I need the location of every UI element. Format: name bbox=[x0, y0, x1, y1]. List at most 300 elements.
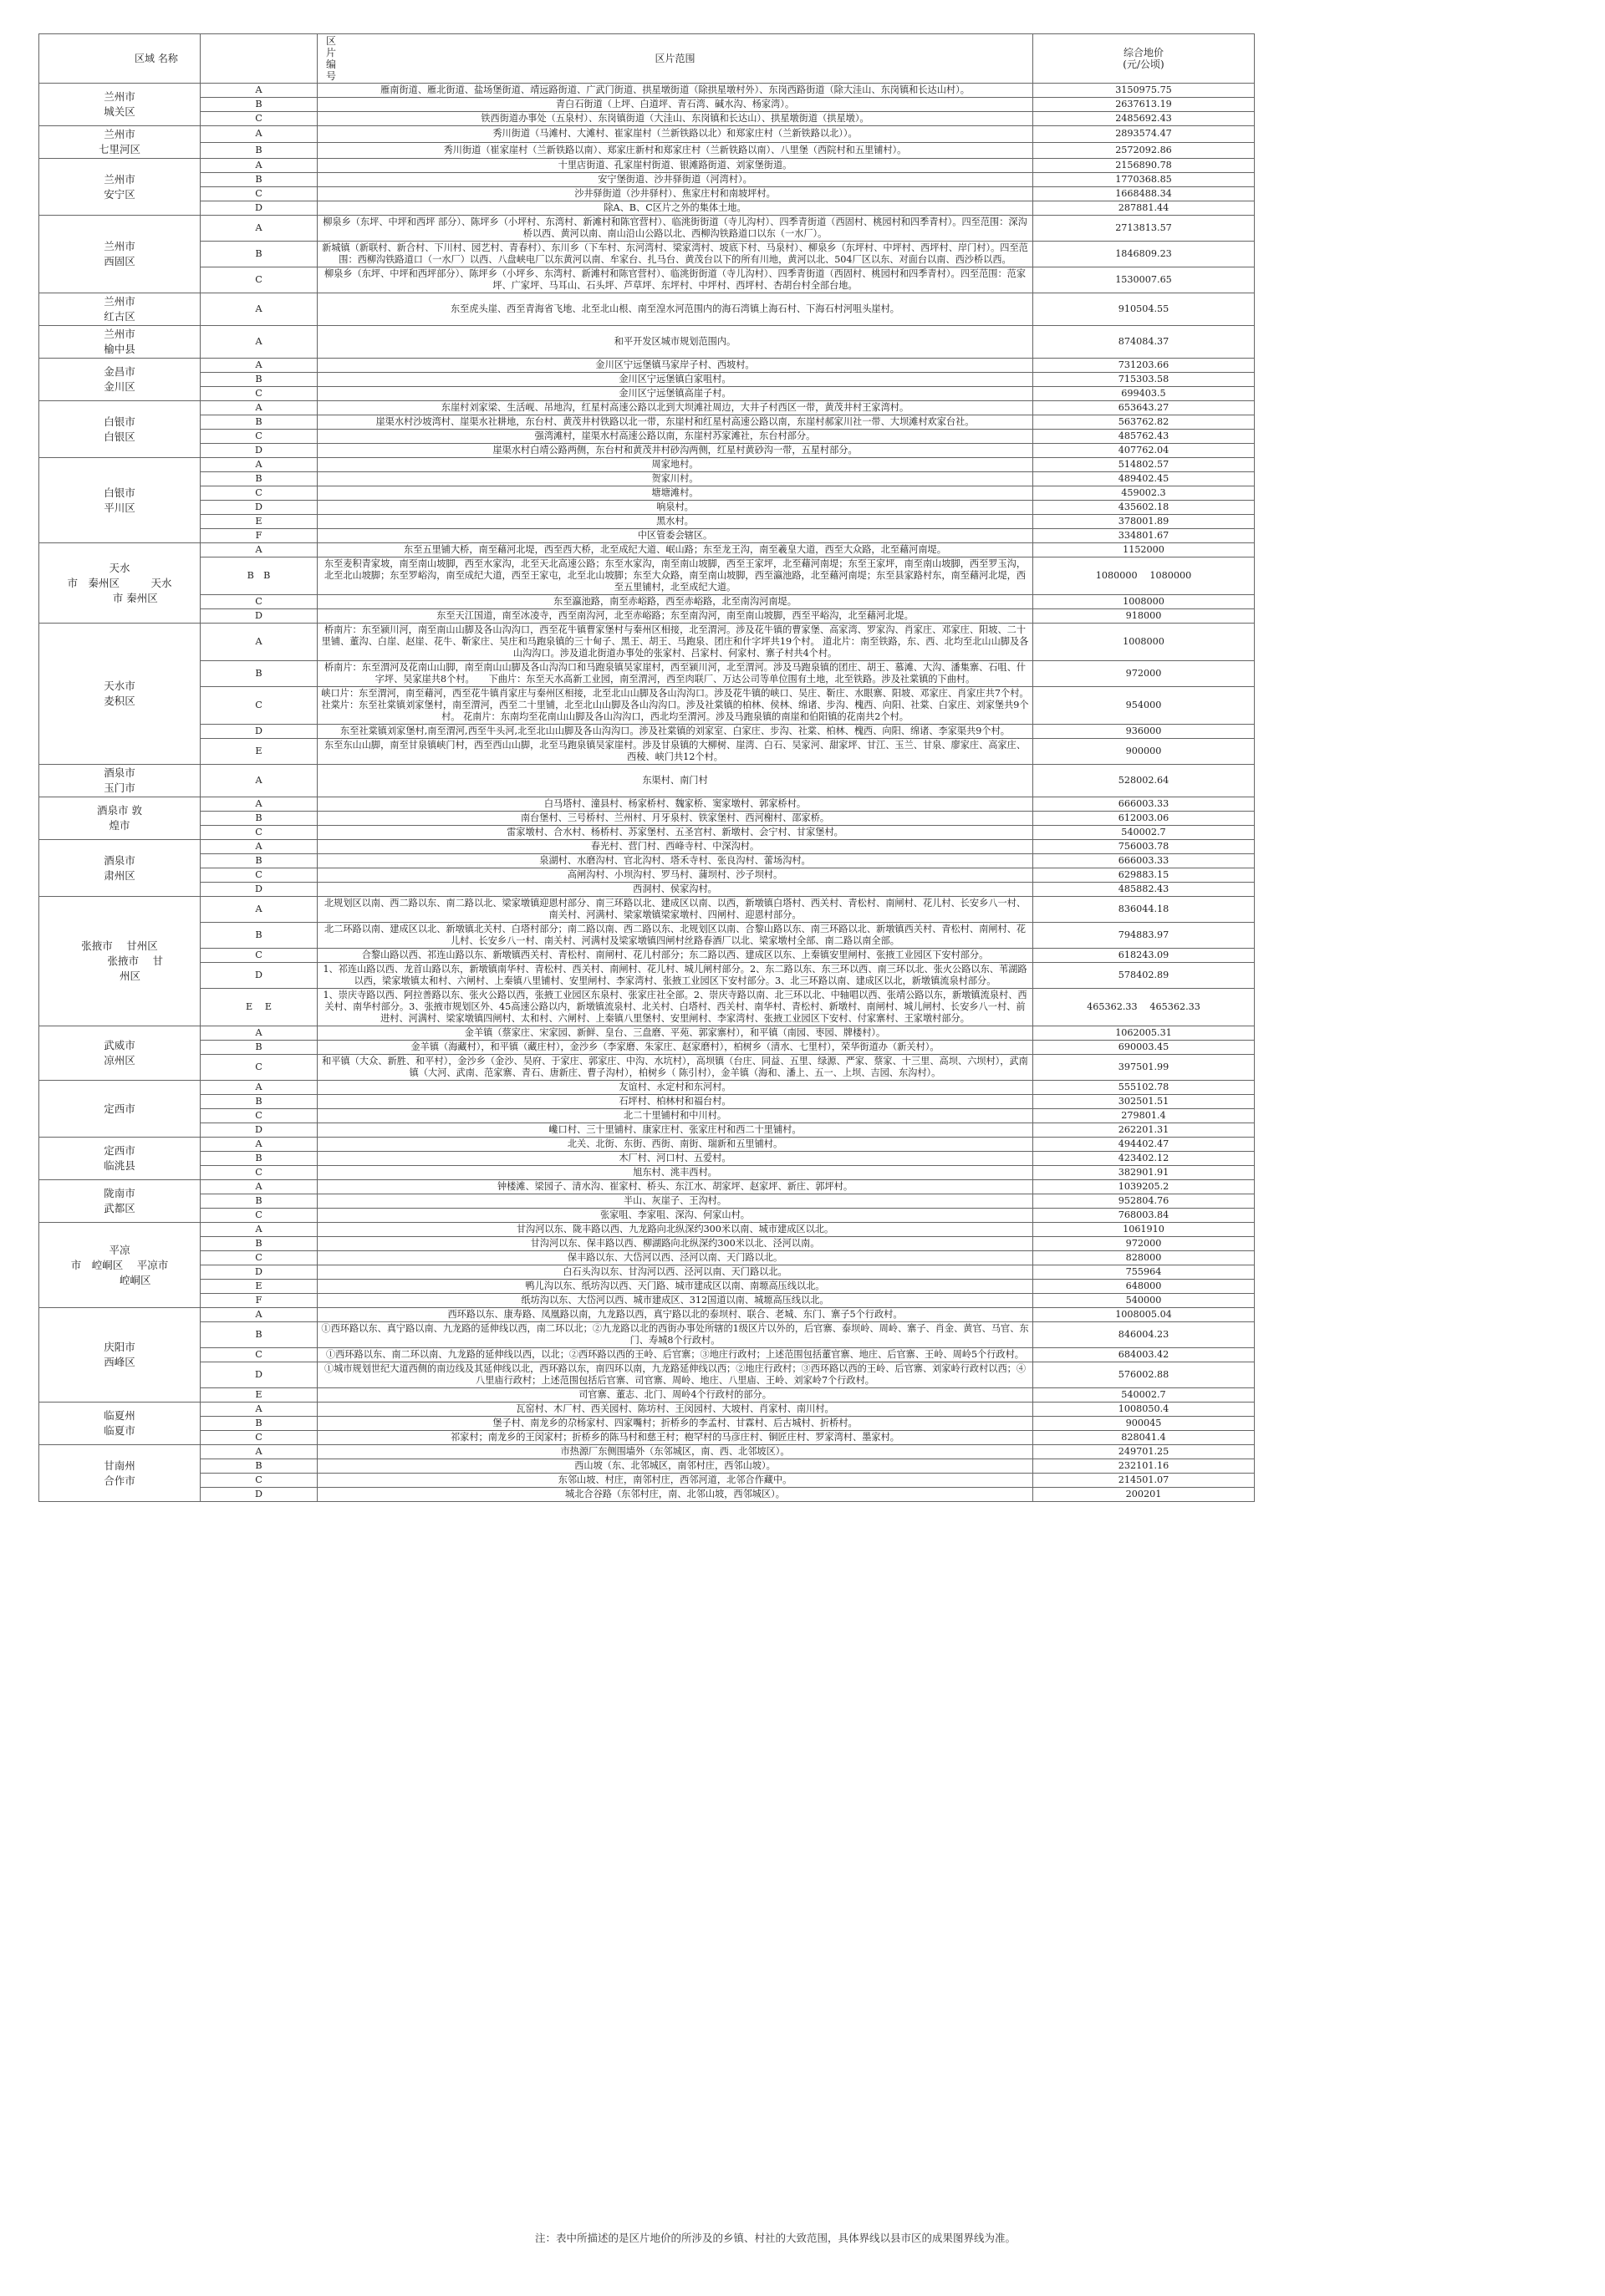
table-row bbox=[39, 486, 1255, 501]
zone-scope: 祁家村；南龙乡的王闵家村；折桥乡的陈马村和慈王村；枹罕村的马彦庄村、铜匠庄村、罗家湾村、墨家村。 bbox=[318, 1431, 1033, 1445]
zone-code: D bbox=[201, 609, 318, 624]
zone-scope: 安宁堡街道、沙井驿街道（河湾村）。 bbox=[318, 173, 1033, 187]
zone-code: A bbox=[201, 1445, 318, 1459]
zone-code: C bbox=[201, 387, 318, 401]
zone-price: 629883.15 bbox=[1033, 868, 1255, 883]
zone-scope: 巉口村、三十里铺村、康家庄村、张家庄村和西二十里铺村。 bbox=[318, 1123, 1033, 1138]
zone-price: 756003.78 bbox=[1033, 840, 1255, 854]
table-row bbox=[39, 242, 1255, 267]
table-row bbox=[39, 293, 1255, 326]
table-row bbox=[39, 159, 1255, 173]
zone-scope: 十里店街道、孔家崖村街道、银滩路街道、刘家堡街道。 bbox=[318, 159, 1033, 173]
zone-code: E bbox=[201, 1280, 318, 1294]
zone-scope: 甘沟河以东、陇丰路以西、九龙路向北纵深约300米以南、城市建成区以北。 bbox=[318, 1223, 1033, 1237]
zone-code: A bbox=[201, 359, 318, 373]
region-name: 兰州市 红古区 bbox=[39, 293, 201, 326]
zone-scope: 石坪村、柏林村和福台村。 bbox=[318, 1095, 1033, 1109]
zone-price: 485882.43 bbox=[1033, 883, 1255, 897]
zone-code: E bbox=[201, 515, 318, 529]
table-row bbox=[39, 1223, 1255, 1237]
zone-price: 755964 bbox=[1033, 1265, 1255, 1280]
table-row bbox=[39, 326, 1255, 359]
zone-code: D bbox=[201, 1123, 318, 1138]
table-row bbox=[39, 1280, 1255, 1294]
zone-code: B bbox=[201, 472, 318, 486]
zone-code: A bbox=[201, 1403, 318, 1417]
zone-code: C bbox=[201, 826, 318, 840]
table-row bbox=[39, 472, 1255, 486]
zone-code: E bbox=[201, 1388, 318, 1403]
zone-scope: 黑水村。 bbox=[318, 515, 1033, 529]
zone-code: D bbox=[201, 444, 318, 458]
table-row bbox=[39, 661, 1255, 687]
zone-price: 794883.97 bbox=[1033, 923, 1255, 949]
region-name: 兰州市 七里河区 bbox=[39, 126, 201, 159]
table-row bbox=[39, 897, 1255, 923]
zone-code: D bbox=[201, 1362, 318, 1388]
zone-code: E E bbox=[201, 989, 318, 1026]
table-row bbox=[39, 557, 1255, 595]
zone-price: 563762.82 bbox=[1033, 415, 1255, 430]
zone-scope: 东崖村刘家梁、生活岘、吊地沟，红星村高速公路以北到大坝滩社周边，大井子村西区一带，黄茂井村王家湾村。 bbox=[318, 401, 1033, 415]
zone-code: B bbox=[201, 242, 318, 267]
zone-price: 279801.4 bbox=[1033, 1109, 1255, 1123]
header-price: 综合地价 (元/公顷) bbox=[1033, 34, 1255, 84]
zone-scope: 东至天江国道，南至冰凌寺，西至南沟河，北至赤峪路；东至南沟河，南至南山坡脚，西至平峪沟，北至藉河北堤。 bbox=[318, 609, 1033, 624]
zone-scope: 鸭儿沟以东、纸坊沟以西、天门路、城市建成区以南、南塬高压线以北。 bbox=[318, 1280, 1033, 1294]
zone-scope: 春光村、营门村、西峰寺村、中深沟村。 bbox=[318, 840, 1033, 854]
zone-code: F bbox=[201, 529, 318, 543]
zone-code: C bbox=[201, 187, 318, 201]
zone-scope: 东至麦积青家坡，南至南山坡脚，西至水家沟，北至天北高速公路；东至水家沟，南至南山坡脚，西至王家坪，北至藉河南堤；东至王家坪，南至南山坡脚，西至罗玉沟，北至北山坡脚；东至罗峪沟，南至成纪大道，西至王家屯，北至北山坡脚；东至大众路，南至南山坡脚，西至瀛池路，北至藉河南堤；东至县家路村东，南至藉河北堤，西至五里铺村，北至成纪大道。 bbox=[318, 557, 1033, 595]
zone-code: C bbox=[201, 112, 318, 126]
table-row bbox=[39, 1152, 1255, 1166]
zone-price: 1008000 bbox=[1033, 624, 1255, 661]
table-row bbox=[39, 609, 1255, 624]
table-row bbox=[39, 458, 1255, 472]
zone-scope: 北规划区以南、西二路以东、南二路以北、梁家墩镇迎恩村部分、南三环路以北、建成区以南、以西，新墩镇白塔村、西关村、青松村、南闸村、花儿村、长安乡八一村、南关村、河满村、梁家墩镇梁家墩村、四闸村、迎恩村部分。 bbox=[318, 897, 1033, 923]
table-row bbox=[39, 923, 1255, 949]
zone-code: A bbox=[201, 458, 318, 472]
table-row bbox=[39, 529, 1255, 543]
zone-price: 768003.84 bbox=[1033, 1209, 1255, 1223]
zone-code: A bbox=[201, 624, 318, 661]
zone-scope: 白马塔村、潼县村、杨家桥村、魏家桥、窦家墩村、郭家桥村。 bbox=[318, 797, 1033, 812]
zone-price: 489402.45 bbox=[1033, 472, 1255, 486]
table-row bbox=[39, 1041, 1255, 1055]
zone-price: 690003.45 bbox=[1033, 1041, 1255, 1055]
zone-price: 699403.5 bbox=[1033, 387, 1255, 401]
zone-scope: 青白石街道（上坪、白道坪、青石湾、碱水沟、杨家湾）。 bbox=[318, 98, 1033, 112]
zone-scope: 秀川街道（马滩村、大滩村、崔家崖村（兰新铁路以北）和郑家庄村（兰新铁路以北））。 bbox=[318, 126, 1033, 143]
zone-scope: 柳泉乡（东坪、中坪和西坪 部分）、陈坪乡（小坪村、东湾村、新滩村和陈官营村）、临洮街街道（寺儿沟村）、四季青街道（西固村、桃园村和四季青村）。四至范围：深沟桥以西、黄河以南、南山沿山公路以北、西柳沟铁路道口以东（一水厂）。 bbox=[318, 216, 1033, 242]
zone-price: 540002.7 bbox=[1033, 1388, 1255, 1403]
zone-scope: 强湾滩村，崖渠水村高速公路以南，东崖村苏家滩社，东台村部分。 bbox=[318, 430, 1033, 444]
zone-scope: 半山、灰崖子、王沟村。 bbox=[318, 1194, 1033, 1209]
zone-price: 828000 bbox=[1033, 1251, 1255, 1265]
zone-scope: 北二环路以南、建成区以北、新墩镇北关村、白塔村部分；南二路以南、西二路以东、北规划区以南、合黎山路以东、南三环路以北、新墩镇西关村、青松村、南闸村、花儿村、长安乡八一村、南关村、河满村及梁家墩镇四闸村丝路春酒厂以北、梁家墩村全部、南二路以南全部。 bbox=[318, 923, 1033, 949]
zone-scope: 西环路以东、康寿路、凤凰路以南，九龙路以西，真宁路以北的泰坝村、联合、老城、东门、寨子5个行政村。 bbox=[318, 1308, 1033, 1322]
zone-scope: 响泉村。 bbox=[318, 501, 1033, 515]
table-row bbox=[39, 1180, 1255, 1194]
table-row bbox=[39, 883, 1255, 897]
zone-code: A bbox=[201, 1180, 318, 1194]
zone-code: A bbox=[201, 1081, 318, 1095]
zone-price: 540002.7 bbox=[1033, 826, 1255, 840]
zone-code: C bbox=[201, 1055, 318, 1081]
zone-price: 435602.18 bbox=[1033, 501, 1255, 515]
zone-code: A bbox=[201, 1308, 318, 1322]
zone-code: A bbox=[201, 126, 318, 143]
zone-code: A bbox=[201, 216, 318, 242]
zone-code: C bbox=[201, 1348, 318, 1362]
zone-scope: 金羊镇（蔡家庄、宋家园、新鲜、皇台、三盘磨、平苑、郭家寨村），和平镇（南园、枣园、牌楼村）。 bbox=[318, 1026, 1033, 1041]
zone-scope: 西山坡（东、北邻城区，南邻村庄，西邻山坡）。 bbox=[318, 1459, 1033, 1474]
table-row bbox=[39, 187, 1255, 201]
region-name: 陇南市 武都区 bbox=[39, 1180, 201, 1223]
zone-price: 214501.07 bbox=[1033, 1474, 1255, 1488]
zone-scope: 东至虎头崖、西至青海省飞地、北至北山根、南至湟水河范围内的海石湾镇上海石村、下海石村河咀头崖村。 bbox=[318, 293, 1033, 326]
zone-price: 232101.16 bbox=[1033, 1459, 1255, 1474]
zone-code: E bbox=[201, 739, 318, 765]
region-name: 酒泉市 玉门市 bbox=[39, 765, 201, 797]
zone-code: B bbox=[201, 373, 318, 387]
zone-scope: 东至五里铺大桥，南至藉河北堤，西至西大桥，北至成纪大道、岷山路；东至龙王沟，南至羲皇大道，西至大众路，北至藉河南堤。 bbox=[318, 543, 1033, 557]
zone-scope: ①城市规划世纪大道西侧的南边线及其延伸线以北，西环路以东，南四环以南，九龙路延伸线以西；②地庄行政村；③西环路以西的王岭、后官寨、刘家岭行政村以西；④八里庙行政村；上述范围包括后官寨、司官寨、周岭、地庄、八里庙、王岭、刘家岭7个行政村。 bbox=[318, 1362, 1033, 1388]
zone-price: 954000 bbox=[1033, 687, 1255, 725]
zone-code: A bbox=[201, 1138, 318, 1152]
table-row bbox=[39, 949, 1255, 963]
zone-price: 648000 bbox=[1033, 1280, 1255, 1294]
zone-price: 465362.33 465362.33 bbox=[1033, 989, 1255, 1026]
zone-code: C bbox=[201, 267, 318, 293]
zone-price: 936000 bbox=[1033, 725, 1255, 739]
table-row bbox=[39, 142, 1255, 159]
table-row bbox=[39, 989, 1255, 1026]
zone-price: 2637613.19 bbox=[1033, 98, 1255, 112]
zone-scope: 新城镇（新联村、新合村、下川村、园艺村、青春村）、东川乡（下车村、东河湾村、梁家湾村、坡底下村、马泉村）、柳泉乡（东坪村、中坪村、西坪村、岸门村）。四至范围：西柳沟铁路道口（一水厂）以西、八盘峡电厂以东黄河以南、牟家台、扎马台、黄茂台以下的所有川地，黄河以北、504厂区以东、对面台以南、西沙桥以西。 bbox=[318, 242, 1033, 267]
zone-code: A bbox=[201, 1026, 318, 1041]
region-name: 定西市 临洮县 bbox=[39, 1138, 201, 1180]
zone-code: B bbox=[201, 1459, 318, 1474]
zone-scope: 1、崇庆寺路以西、阿拉善路以东、张火公路以西，张掖工业园区东泉村、张家庄社全部。2、崇庆寺路以南、北三环以北、中轴唱以西、张靖公路以东，新墩镇流泉村、西关村、南华村部分。3、张掖市规划区外、45高速公路以内，新墩镇流泉村、北关村、白塔村、西关村、南华村、青松村、新墩村、南闸村、城儿闸村、长安乡八一村、前进村、河满村、梁家墩镇四闸村、太和村、六闸村、上秦镇八里堡村、安里闸村、李家湾村、张掖工业园区下安村、付家寨村、王家墩村部分。 bbox=[318, 989, 1033, 1026]
table-row bbox=[39, 359, 1255, 373]
zone-price: 514802.57 bbox=[1033, 458, 1255, 472]
table-row bbox=[39, 1348, 1255, 1362]
zone-scope: 城北合谷路（东邻村庄，南、北邻山坡，西邻城区）。 bbox=[318, 1488, 1033, 1502]
zone-scope: 金羊镇（海藏村），和平镇（藏庄村），金沙乡（李家磨、朱家庄、赵家磨村），柏树乡（清水、七里村），荣华街道办（新关村）。 bbox=[318, 1041, 1033, 1055]
zone-price: 2713813.57 bbox=[1033, 216, 1255, 242]
zone-price: 576002.88 bbox=[1033, 1362, 1255, 1388]
zone-price: 494402.47 bbox=[1033, 1138, 1255, 1152]
zone-scope: 金川区宁远堡镇马家岸子村、西坡村。 bbox=[318, 359, 1033, 373]
zone-scope: 崖渠水村白靖公路两侧，东台村和黄茂井村砂沟两侧，红星村黄砂沟一带，五星村部分。 bbox=[318, 444, 1033, 458]
zone-price: 900000 bbox=[1033, 739, 1255, 765]
zone-code: A bbox=[201, 84, 318, 98]
zone-code: B bbox=[201, 661, 318, 687]
region-name: 兰州市 西固区 bbox=[39, 216, 201, 293]
zone-price: 2485692.43 bbox=[1033, 112, 1255, 126]
zone-code: C bbox=[201, 1109, 318, 1123]
table-row bbox=[39, 1095, 1255, 1109]
zone-code: A bbox=[201, 897, 318, 923]
region-name: 定西市 bbox=[39, 1081, 201, 1138]
zone-price: 1008000 bbox=[1033, 595, 1255, 609]
table-row bbox=[39, 444, 1255, 458]
zone-price: 378001.89 bbox=[1033, 515, 1255, 529]
zone-price: 1062005.31 bbox=[1033, 1026, 1255, 1041]
table-row bbox=[39, 1445, 1255, 1459]
table-row bbox=[39, 373, 1255, 387]
zone-price: 1770368.85 bbox=[1033, 173, 1255, 187]
zone-price: 1008050.4 bbox=[1033, 1403, 1255, 1417]
zone-code: B bbox=[201, 854, 318, 868]
zone-code: A bbox=[201, 840, 318, 854]
zone-scope: 市热源厂东侧围墙外（东邻城区，南、西、北邻坡区）。 bbox=[318, 1445, 1033, 1459]
table-header-row bbox=[39, 34, 1255, 84]
zone-code: B bbox=[201, 923, 318, 949]
zone-code: A bbox=[201, 326, 318, 359]
table-row bbox=[39, 267, 1255, 293]
zone-price: 972000 bbox=[1033, 661, 1255, 687]
zone-price: 653643.27 bbox=[1033, 401, 1255, 415]
zone-code: C bbox=[201, 1431, 318, 1445]
table-row bbox=[39, 1251, 1255, 1265]
zone-scope: 沙井驿街道（沙井驿村）、焦家庄村和南坡坪村。 bbox=[318, 187, 1033, 201]
zone-price: 334801.67 bbox=[1033, 529, 1255, 543]
zone-price: 715303.58 bbox=[1033, 373, 1255, 387]
zone-price: 1008005.04 bbox=[1033, 1308, 1255, 1322]
table-row bbox=[39, 868, 1255, 883]
zone-scope: 崖渠水村沙坡湾村、崖渠水社耕地，东台村、黄茂井村铁路以北一带，东崖村和红星村高速公路以南，东崖村郝家川社一带、大坝滩村欢家台社。 bbox=[318, 415, 1033, 430]
region-name: 酒泉市 敦 煌市 bbox=[39, 797, 201, 840]
zone-code: C bbox=[201, 1474, 318, 1488]
zone-price: 262201.31 bbox=[1033, 1123, 1255, 1138]
zone-code: B bbox=[201, 142, 318, 159]
zone-scope: 白石头沟以东、甘沟河以西、泾河以南、天门路以北。 bbox=[318, 1265, 1033, 1280]
zone-price: 1080000 1080000 bbox=[1033, 557, 1255, 595]
table-row bbox=[39, 1138, 1255, 1152]
zone-scope: 司官寨、董志、北门、周岭4个行政村的部分。 bbox=[318, 1388, 1033, 1403]
zone-code: C bbox=[201, 687, 318, 725]
zone-scope: 东邻山坡、村庄，南邻村庄，西邻河道，北邻合作藏中。 bbox=[318, 1474, 1033, 1488]
zone-scope: 东至社棠镇刘家堡村,南至渭河,西至牛头河,北至北山山脚及各山沟沟口。涉及社棠镇的刘家室、白家庄、步沟、社棠、柏林、槐西、向阳、绵诸、李家渠共9个村。 bbox=[318, 725, 1033, 739]
table-row bbox=[39, 1417, 1255, 1431]
table-row bbox=[39, 739, 1255, 765]
zone-code: A bbox=[201, 765, 318, 797]
zone-code: B bbox=[201, 1041, 318, 1055]
table-row bbox=[39, 797, 1255, 812]
zone-code: C bbox=[201, 949, 318, 963]
zone-price: 828041.4 bbox=[1033, 1431, 1255, 1445]
zone-scope: 桥南片：东至颍川河，南至南山山脚及各山沟沟口，西至花牛镇曹家堡村与秦州区相接，北至渭河。涉及花牛镇的曹家堡、高家湾、罗家沟、肖家庄、邓家庄、阳坡、二十里铺、董沟、白崖、赵崖、花牛、靳家庄、吴庄和马跑泉镇的三十甸子、黑王、胡王、马跑泉、团庄和什字坪共19个村。 道北片：南至铁路，东、西、北均至北山山脚及各山沟沟口。涉及道北街道办事处的张家村、吕家村、何家村、寨子村共4个村。 bbox=[318, 624, 1033, 661]
zone-scope: 甘沟河以东、保丰路以西、柳湖路向北纵深约300米以北、泾河以南。 bbox=[318, 1237, 1033, 1251]
zone-code: D bbox=[201, 1265, 318, 1280]
zone-price: 1530007.65 bbox=[1033, 267, 1255, 293]
zone-code: F bbox=[201, 1294, 318, 1308]
zone-code: B bbox=[201, 812, 318, 826]
zone-scope: 秀川街道（崔家崖村（兰新铁路以南）、郑家庄新村和郑家庄村（兰新铁路以南）、八里堡（西院村和五里铺村）。 bbox=[318, 142, 1033, 159]
zone-price: 302501.51 bbox=[1033, 1095, 1255, 1109]
zone-price: 2572092.86 bbox=[1033, 142, 1255, 159]
zone-scope: 和平镇（大众、新胜、和平村），金沙乡（金沙、吴府、于家庄、郭家庄、中沟、水坑村），高坝镇（台庄、同益、五里、绿源、严家、蔡家、十三里、高坝、六坝村），武南镇（大河、武南、范家寨、青石、唐新庄、曹子沟村），柏树乡（ 陈引村），金羊镇（海和、潘上、五一、上坝、吉园、东沟村）。 bbox=[318, 1055, 1033, 1081]
table-row bbox=[39, 595, 1255, 609]
table-row bbox=[39, 201, 1255, 216]
zone-price: 918000 bbox=[1033, 609, 1255, 624]
zone-price: 555102.78 bbox=[1033, 1081, 1255, 1095]
zone-scope: 塘塘滩村。 bbox=[318, 486, 1033, 501]
region-name: 临夏州 临夏市 bbox=[39, 1403, 201, 1445]
table-row bbox=[39, 1488, 1255, 1502]
table-row bbox=[39, 840, 1255, 854]
zone-scope: 西洞村、侯家沟村。 bbox=[318, 883, 1033, 897]
zone-code: C bbox=[201, 868, 318, 883]
table-row bbox=[39, 126, 1255, 143]
table-row bbox=[39, 84, 1255, 98]
table-row bbox=[39, 1294, 1255, 1308]
zone-price: 618243.09 bbox=[1033, 949, 1255, 963]
zone-code: B bbox=[201, 98, 318, 112]
zone-scope: 除A、B、C区片之外的集体土地。 bbox=[318, 201, 1033, 216]
zone-price: 666003.33 bbox=[1033, 797, 1255, 812]
header-scope: 区片范围 bbox=[318, 34, 1033, 84]
zone-scope: 中区管委会辖区。 bbox=[318, 529, 1033, 543]
zone-code: A bbox=[201, 1223, 318, 1237]
table-row bbox=[39, 1265, 1255, 1280]
table-row bbox=[39, 1431, 1255, 1445]
zone-scope: 友谊村、永定村和东河村。 bbox=[318, 1081, 1033, 1095]
zone-scope: 桥南片：东至渭河及花南山山脚，南至南山山脚及各山沟沟口和马跑泉镇吴家崖村，西至颍川河，北至渭河。涉及马跑泉镇的团庄、胡王、慕滩、大沟、潘集寨、石咀、什字坪、吴家崖共8个村。 下曲片：东至天水高新工业园，南至渭河，西至肉联厂、万达公司等单位围有土地，北至铁路。涉及社棠镇的下曲村。 bbox=[318, 661, 1033, 687]
zone-code: D bbox=[201, 501, 318, 515]
zone-price: 397501.99 bbox=[1033, 1055, 1255, 1081]
table-row bbox=[39, 216, 1255, 242]
table-row bbox=[39, 812, 1255, 826]
zone-price: 836044.18 bbox=[1033, 897, 1255, 923]
zone-price: 578402.89 bbox=[1033, 963, 1255, 989]
zone-price: 1039205.2 bbox=[1033, 1180, 1255, 1194]
zone-price: 1061910 bbox=[1033, 1223, 1255, 1237]
table-row bbox=[39, 1123, 1255, 1138]
zone-scope: 金川区宁远堡镇白家咀村。 bbox=[318, 373, 1033, 387]
zone-price: 287881.44 bbox=[1033, 201, 1255, 216]
region-name: 兰州市 榆中县 bbox=[39, 326, 201, 359]
zone-price: 423402.12 bbox=[1033, 1152, 1255, 1166]
zone-scope: 木厂村、河口村、五爱村。 bbox=[318, 1152, 1033, 1166]
table-row bbox=[39, 112, 1255, 126]
table-row bbox=[39, 1109, 1255, 1123]
region-name: 白银市 白银区 bbox=[39, 401, 201, 458]
table-row bbox=[39, 963, 1255, 989]
zone-scope: 旭东村、洮丰西村。 bbox=[318, 1166, 1033, 1180]
table-row bbox=[39, 430, 1255, 444]
zone-scope: 和平开发区城市规划范围内。 bbox=[318, 326, 1033, 359]
zone-scope: 泉湖村、水磨沟村、官北沟村、塔禾寺村、张良沟村、蕾场沟村。 bbox=[318, 854, 1033, 868]
zone-scope: 纸坊沟以东、大岱河以西、城市建成区、312国道以南、城塬高压线以北。 bbox=[318, 1294, 1033, 1308]
region-name: 平凉 市 崆峒区 平凉市 崆峒区 bbox=[39, 1223, 201, 1308]
zone-code: C bbox=[201, 486, 318, 501]
zone-code: B bbox=[201, 1152, 318, 1166]
region-name: 金昌市 金川区 bbox=[39, 359, 201, 401]
region-name: 张掖市 甘州区 张掖市 甘 州区 bbox=[39, 897, 201, 1026]
zone-scope: 铁西街道办事处（五泉村）、东岗镇街道（大洼山、东岗镇和长达山）、拱星墩街道（拱星墩）。 bbox=[318, 112, 1033, 126]
table-row bbox=[39, 725, 1255, 739]
zone-code: C bbox=[201, 1209, 318, 1223]
table-row bbox=[39, 854, 1255, 868]
zone-price: 612003.06 bbox=[1033, 812, 1255, 826]
zone-scope: 1、祁连山路以西、龙首山路以东，新墩镇南华村、青松村、西关村、南闸村、花儿村、城儿闸村部分。2、东二路以东、东三环以西、南三环以北、张火公路以东、苇湖路以西，梁家墩镇太和村、六闸村、上秦镇八里铺村、安里闸村、李家湾村、张掖工业园区下安村部分。3、北三环路以南、建成区以北，新墩镇流泉村部分。 bbox=[318, 963, 1033, 989]
zone-price: 200201 bbox=[1033, 1488, 1255, 1502]
zone-scope: 金川区宁远堡镇高崖子村。 bbox=[318, 387, 1033, 401]
zone-price: 407762.04 bbox=[1033, 444, 1255, 458]
zone-price: 1846809.23 bbox=[1033, 242, 1255, 267]
region-name: 酒泉市 肃州区 bbox=[39, 840, 201, 897]
table-row bbox=[39, 1166, 1255, 1180]
land-price-table bbox=[38, 33, 1255, 1502]
table-row bbox=[39, 1209, 1255, 1223]
zone-scope: 钟楼滩、梁园子、清水沟、崔家村、桥头、东江水、胡家坪、赵家坪、新庄、郭坪村。 bbox=[318, 1180, 1033, 1194]
table-row bbox=[39, 1388, 1255, 1403]
zone-code: C bbox=[201, 430, 318, 444]
zone-price: 846004.23 bbox=[1033, 1322, 1255, 1348]
zone-scope: 峡口片：东至渭河，南至藉河，西至花牛镇肖家庄与秦州区相接，北至北山山脚及各山沟沟口。涉及花牛镇的峡口、吴庄、靳庄、水眼寨、阳坡、邓家庄、肖家庄共7个村。 社棠片：东至社棠镇刘家堡村，南至渭河，西至二十里铺，北至北山山脚及各山沟沟口。涉及社棠镇的柏林、侯林、绵诸、步沟、槐西、向阳、社棠、白家庄、刘家堡共9个村。 花南片：东南均至花南山山脚及各山沟沟口，西北均至渭河。涉及马跑泉镇的南崖和伯阳镇的花南共2个村。 bbox=[318, 687, 1033, 725]
zone-code: B bbox=[201, 1237, 318, 1251]
table-row bbox=[39, 687, 1255, 725]
zone-price: 528002.64 bbox=[1033, 765, 1255, 797]
table-row bbox=[39, 1055, 1255, 1081]
zone-scope: 高闸沟村、小坝沟村、罗马村、蒲坝村、沙子坝村。 bbox=[318, 868, 1033, 883]
table-row bbox=[39, 765, 1255, 797]
zone-price: 540000 bbox=[1033, 1294, 1255, 1308]
zone-scope: 瓦窑村、木厂村、西关园村、陈坊村、王闵园村、大坡村、肖家村、南川村。 bbox=[318, 1403, 1033, 1417]
region-name: 甘南州 合作市 bbox=[39, 1445, 201, 1502]
footnote: 注：表中所描述的是区片地价的所涉及的乡镇、村社的大致范围，具体界线以县市区的成果图界线为准。 bbox=[535, 2232, 1016, 2244]
zone-price: 666003.33 bbox=[1033, 854, 1255, 868]
zone-code: B B bbox=[201, 557, 318, 595]
zone-code: D bbox=[201, 883, 318, 897]
zone-code: D bbox=[201, 963, 318, 989]
zone-scope: 雁南街道、雁北街道、盐场堡街道、靖远路街道、广武门街道、拱星墩街道（除拱星墩村外）、东岗西路街道（除大洼山、东岗镇和长达山村）。 bbox=[318, 84, 1033, 98]
zone-code: B bbox=[201, 1095, 318, 1109]
zone-price: 874084.37 bbox=[1033, 326, 1255, 359]
table-row bbox=[39, 624, 1255, 661]
region-name: 天水 市 秦州区 天水 市 秦州区 bbox=[39, 543, 201, 624]
zone-code: C bbox=[201, 595, 318, 609]
zone-scope: 东渠村、南门村 bbox=[318, 765, 1033, 797]
zone-code: B bbox=[201, 173, 318, 187]
zone-price: 249701.25 bbox=[1033, 1445, 1255, 1459]
table-row bbox=[39, 1194, 1255, 1209]
table-row bbox=[39, 173, 1255, 187]
zone-code: B bbox=[201, 1194, 318, 1209]
table-body bbox=[39, 84, 1255, 1502]
zone-price: 485762.43 bbox=[1033, 430, 1255, 444]
header-area: 区域 名称 bbox=[39, 34, 201, 84]
zone-code: D bbox=[201, 725, 318, 739]
zone-code: B bbox=[201, 415, 318, 430]
table-row bbox=[39, 415, 1255, 430]
zone-code: A bbox=[201, 543, 318, 557]
zone-price: 2893574.47 bbox=[1033, 126, 1255, 143]
header-code: 区片 编 号 bbox=[201, 34, 318, 84]
zone-scope: 保丰路以东、大岱河以西、泾河以南、天门路以北。 bbox=[318, 1251, 1033, 1265]
zone-code: A bbox=[201, 293, 318, 326]
zone-scope: 周家地村。 bbox=[318, 458, 1033, 472]
zone-scope: 北关、北街、东街、西街、南街、瑞新和五里铺村。 bbox=[318, 1138, 1033, 1152]
zone-code: B bbox=[201, 1322, 318, 1348]
table-row bbox=[39, 826, 1255, 840]
table-row bbox=[39, 1237, 1255, 1251]
table-row bbox=[39, 515, 1255, 529]
